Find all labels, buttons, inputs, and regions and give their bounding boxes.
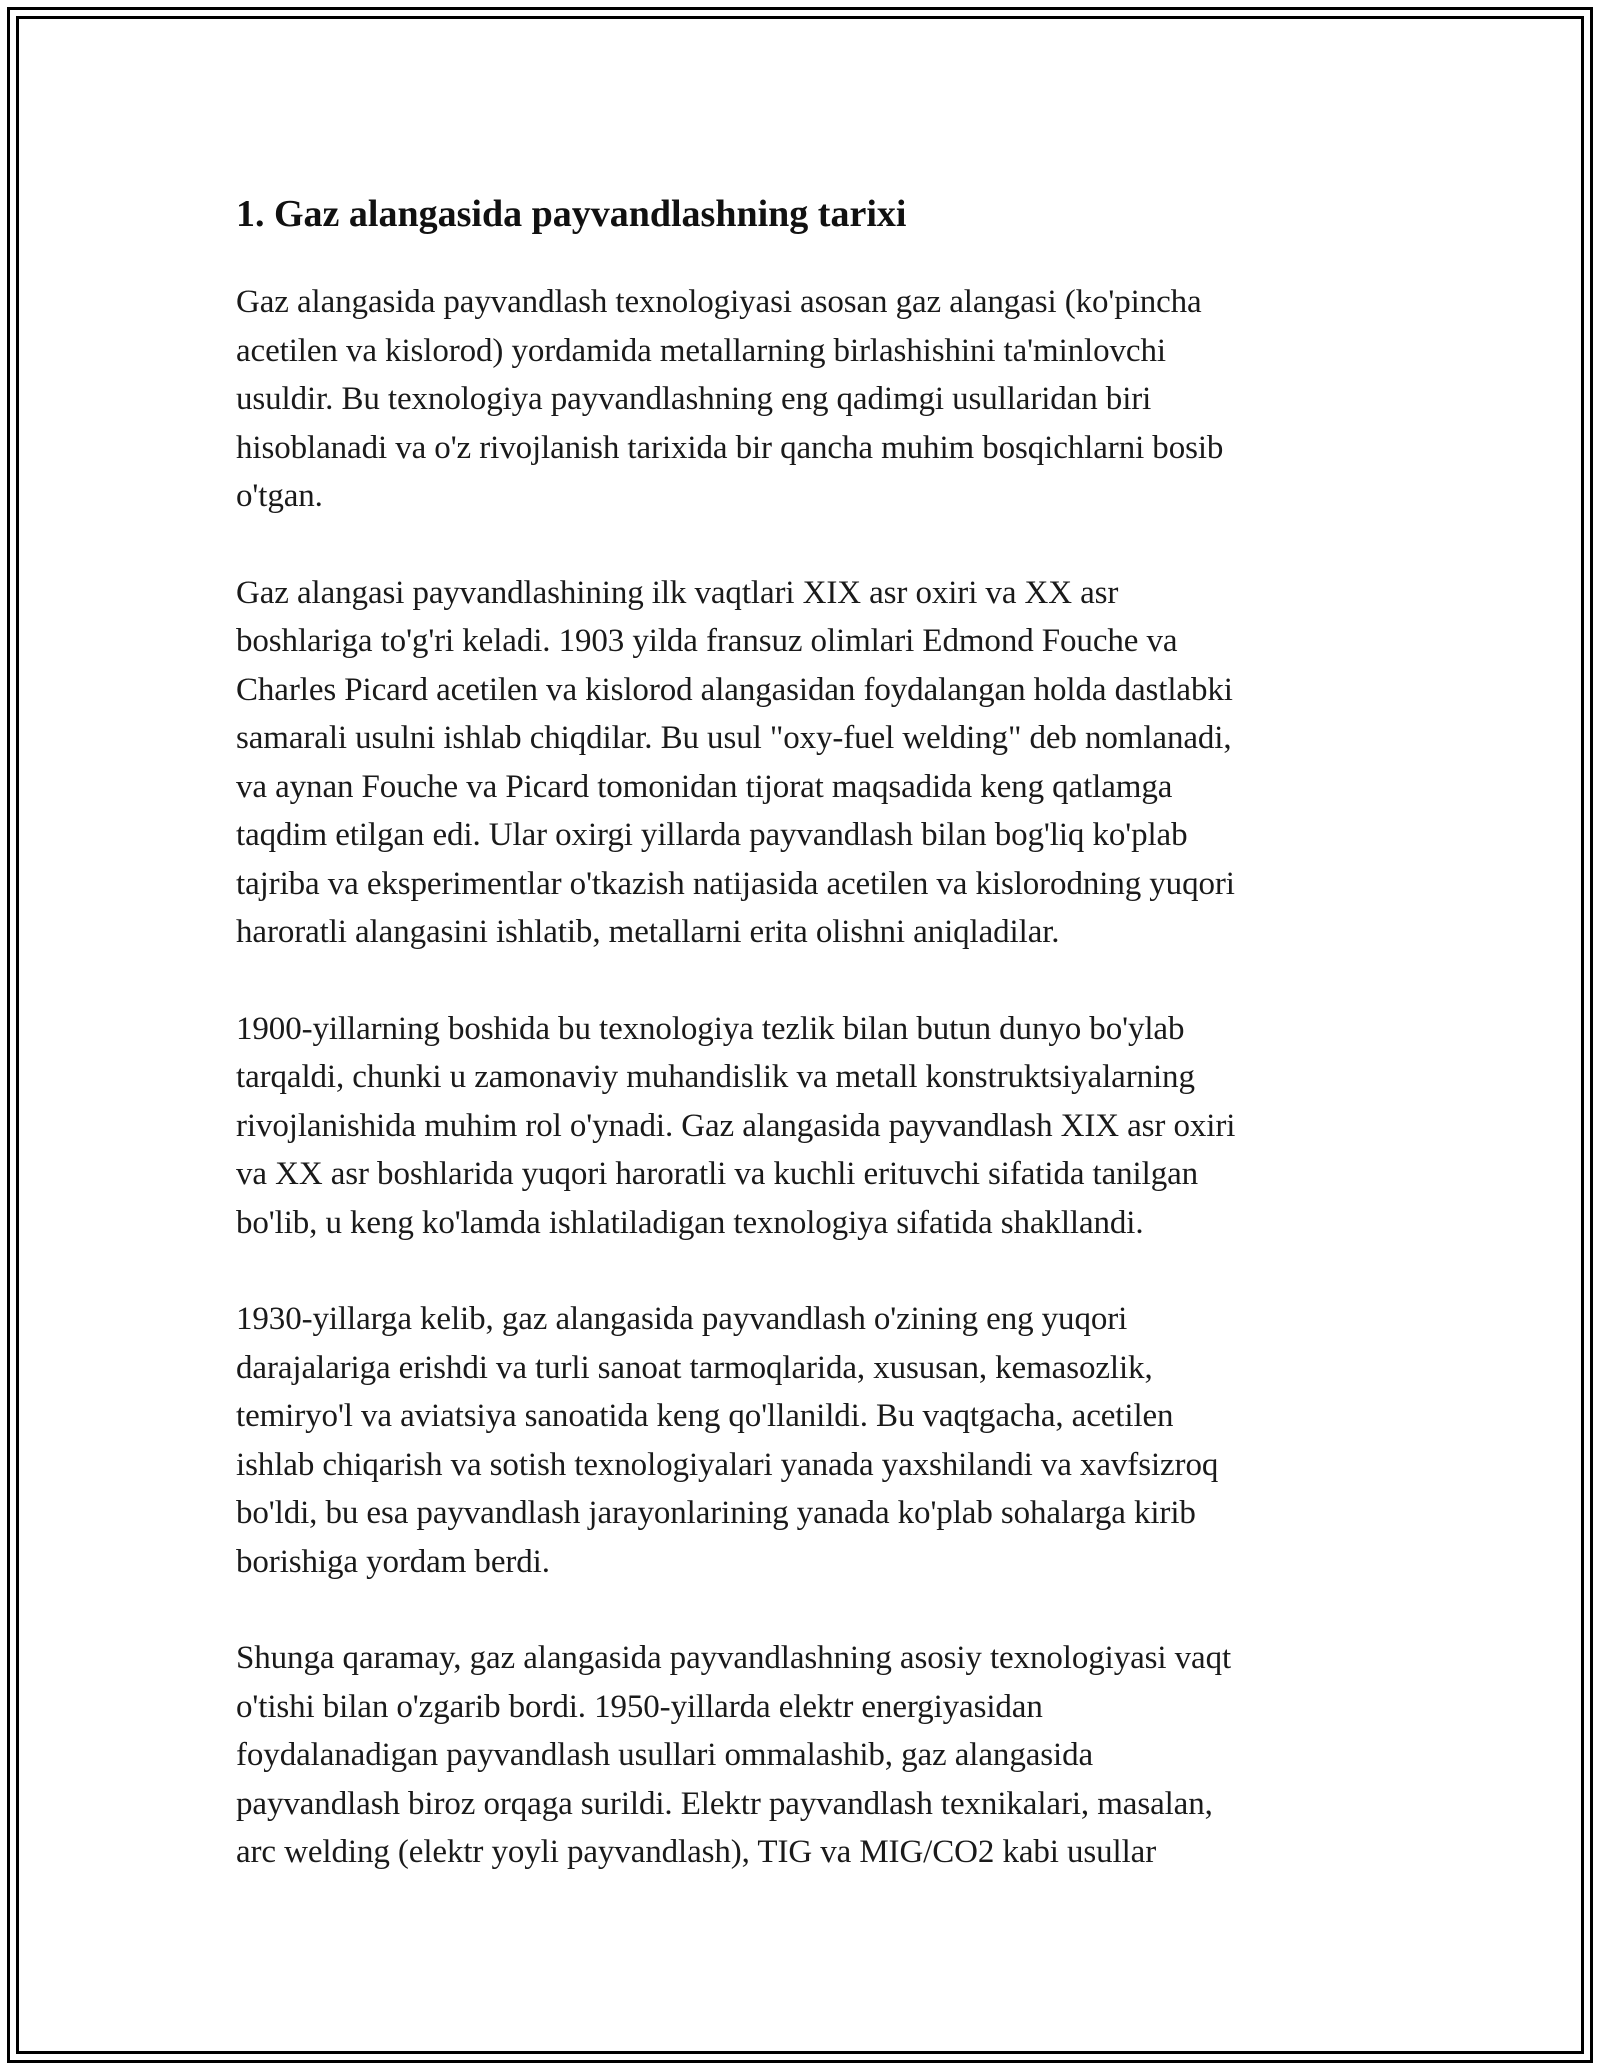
text-line: o'tishi bilan o'zgarib bordi. 1950-yillarda elektr energiyasidan: [236, 1688, 1043, 1725]
text-line: Gaz alangasi payvandlashining ilk vaqtlari XIX asr oxiri va XX asr: [236, 574, 1119, 611]
text-line: tarqaldi, chunki u zamonaviy muhandislik va metall konstruktsiyalarning: [236, 1059, 1195, 1095]
paragraph: [236, 278, 1376, 521]
text-line: arc welding (elektr yoyli payvandlash), TIG va MIG/CO2 kabi usullar: [236, 1834, 1157, 1870]
paragraph: [236, 1634, 1376, 1877]
text-line: va XX asr boshlarida yuqori haroratli va kuchli erituvchi sifatida tanilgan: [236, 1156, 1199, 1192]
text-line: boshlariga to'g'ri keladi. 1903 yilda fransuz olimlari Edmond Fouche va: [236, 623, 1178, 659]
paragraph: [236, 1005, 1376, 1248]
text-line: acetilen va kislorod) yordamida metallarning birlashishini ta'minlovchi: [236, 332, 1166, 369]
text-line: 1930-yillarga kelib, gaz alangasida payvandlash o'zining eng yuqori: [236, 1301, 1128, 1337]
section-title: 1. Gaz alangasida payvandlashning tarixi: [236, 193, 907, 235]
text-line: hisoblanadi va o'z rivojlanish tarixida bir qancha muhim bosqichlarni bosib: [236, 429, 1224, 466]
text-line: taqdim etilgan edi. Ular oxirgi yillarda payvandlash bilan bog'liq ko'plab: [236, 817, 1188, 853]
text-line: borishiga yordam berdi.: [236, 1543, 550, 1580]
text-line: darajalariga erishdi va turli sanoat tarmoqlarida, xususan, kemasozlik,: [236, 1349, 1153, 1386]
text-line: rivojlanishida muhim rol o'ynadi. Gaz alangasida payvandlash XIX asr oxiri: [236, 1107, 1236, 1144]
text-line: samarali usulni ishlab chiqdilar. Bu usul "oxy-fuel welding" deb nomlanadi,: [236, 720, 1232, 756]
text-line: bo'ldi, bu esa payvandlash jarayonlarining yanada ko'plab sohalarga kirib: [236, 1495, 1196, 1531]
text-line: tajriba va eksperimentlar o'tkazish natijasida acetilen va kislorodning yuqori: [236, 865, 1235, 902]
text-line: temiryo'l va aviatsiya sanoatida keng qo'llanildi. Bu vaqtgacha, acetilen: [236, 1398, 1174, 1434]
text-line: payvandlash biroz orqaga surildi. Elektr payvandlash texnikalari, masalan,: [236, 1785, 1213, 1822]
text-line: Shunga qaramay, gaz alangasida payvandlashning asosiy texnologiyasi vaqt: [236, 1640, 1232, 1676]
text-line: ishlab chiqarish va sotish texnologiyalari yanada yaxshilandi va xavfsizroq: [236, 1446, 1219, 1483]
text-line: usuldir. Bu texnologiya payvandlashning eng qadimgi usullaridan biri: [236, 381, 1152, 417]
paragraph: [236, 1295, 1376, 1586]
text-line: foydalanadigan payvandlash usullari ommalashib, gaz alangasida: [236, 1737, 1094, 1773]
paragraph: [236, 569, 1376, 957]
text-line: Gaz alangasida payvandlash texnologiyasi asosan gaz alangasi (ko'pincha: [236, 284, 1202, 320]
text-line: Charles Picard acetilen va kislorod alangasidan foydalangan holda dastlabki: [236, 671, 1233, 708]
document-body: [236, 186, 1376, 1925]
text-line: o'tgan.: [236, 478, 323, 514]
text-line: haroratli alangasini ishlatib, metallarni erita olishni aniqladilar.: [236, 914, 1060, 950]
text-line: va aynan Fouche va Picard tomonidan tijorat maqsadida keng qatlamga: [236, 768, 1173, 805]
text-line: bo'lib, u keng ko'lamda ishlatiladigan texnologiya sifatida shakllandi.: [236, 1204, 1144, 1241]
text-line: 1900-yillarning boshida bu texnologiya tezlik bilan butun dunyo bo'ylab: [236, 1010, 1185, 1047]
